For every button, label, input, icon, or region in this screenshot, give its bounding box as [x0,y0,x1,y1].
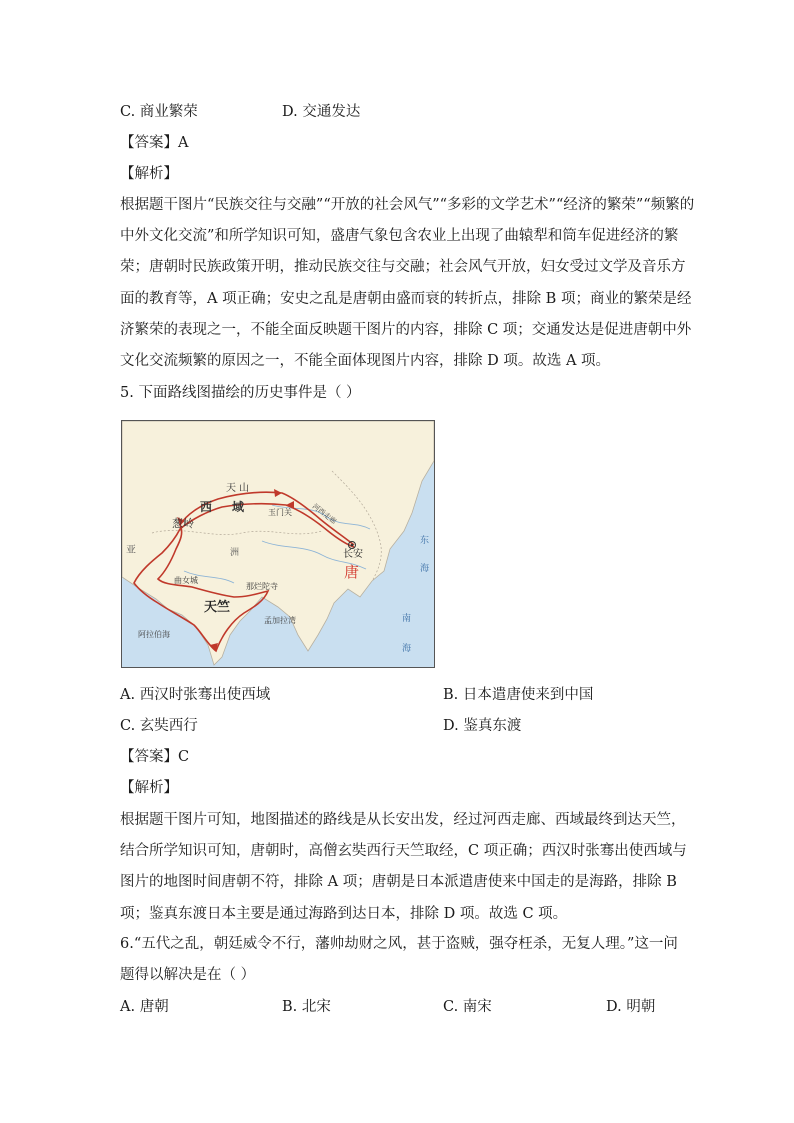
label-qunvcheng: 曲女城 [174,576,198,585]
q4-analysis-line: 中外文化交流”和所学知识可知，盛唐气象包含农业上出现了曲辕犁和筒车促进经济的繁 [120,228,679,245]
label-tianzhu: 天竺 [204,600,231,615]
q4-analysis-line: 根据题干图片“民族交往与交融”“开放的社会风气”“多彩的文学艺术”“经济的繁荣”“频繁的 [120,197,695,213]
q5-answer: 【答案】C [120,749,190,765]
label-mengjiala: 孟加拉湾 [264,616,296,625]
q5-option-d: D. 鉴真东渡 [443,718,522,734]
q4-option-c: C. 商业繁荣 [120,104,198,120]
q5-option-a: A. 西汉时张骞出使西域 [120,687,271,703]
q4-analysis-line: 面的教育等，A 项正确；安史之乱是唐朝由盛而衰的转折点，排除 B 项；商业的繁荣是经 [120,290,692,307]
changan-marker-dot [351,544,354,547]
q4-analysis-line: 荣；唐朝时民族政策开明，推动民族交往与交融；社会风气开放，妇女受过文学及音乐方 [120,259,686,276]
q4-answer: 【答案】A [120,135,189,151]
label-dong: 东 [420,536,430,546]
label-nan: 南 [402,614,412,624]
q5-analysis-line: 根据题干图片可知，地图描述的路线是从长安出发，经过河西走廊、西域最终到达天竺， [120,812,686,828]
q5-option-b: B. 日本遣唐使来到中国 [443,687,594,703]
label-hexi: 河西走廊 [310,502,338,526]
q6-option-c: C. 南宋 [443,999,492,1015]
label-yumenguan: 玉门关 [268,508,292,517]
q6-option-a: A. 唐朝 [120,999,169,1015]
q6-stem [120,929,680,991]
label-hai-east: 海 [420,564,430,574]
q6-stem-line: 6.“五代之乱，朝廷威令不行，藩帅劫财之风，甚于盗贼，强夺枉杀，无复人理。”这一问 [120,936,678,952]
route-map-svg [122,421,434,667]
route-map [121,420,435,668]
label-zhou: 洲 [230,548,240,558]
q5-analysis-line: 项；鉴真东渡日本主要是通过海路到达日本，排除 D 项。故选 C 项。 [120,905,568,922]
q5-analysis-line: 图片的地图时间唐朝不符，排除 A 项；唐朝是日本派遣唐使来中国走的是海路，排除 B [120,874,677,891]
q5-analysis-heading: 【解析】 [120,780,178,796]
q4-option-d: D. 交通发达 [282,104,361,120]
label-ya: 亚 [126,545,136,556]
label-xi: 西 [200,500,213,514]
q5-analysis-line: 结合所学知识可知，唐朝时，高僧玄奘西行天竺取经，C 项正确；西汉时张骞出使西域与 [120,843,687,860]
q6-stem-line: 题得以解决是在（ ） [120,967,256,984]
q4-analysis-line: 济繁荣的表现之一，不能全面反映题干图片的内容，排除 C 项；交通发达是促进唐朝中外 [120,321,692,338]
q4-analysis [120,190,695,377]
label-tianshan: 天 山 [226,483,250,494]
label-tang: 唐 [344,563,360,581]
q6-option-d: D. 明朝 [606,999,656,1015]
label-congling: 葱岭 [172,517,194,530]
label-yu: 域 [232,500,245,514]
q5-analysis [120,805,687,930]
q4-analysis-heading: 【解析】 [120,166,178,182]
q4-analysis-line: 文化交流频繁的原因之一，不能全面体现图片内容，排除 D 项。故选 A 项。 [120,353,611,370]
q5-option-c: C. 玄奘西行 [120,718,198,734]
label-hai-south: 海 [402,644,412,654]
label-changan: 长安 [343,549,363,560]
q6-option-b: B. 北宋 [282,999,331,1015]
q5-stem: 5. 下面路线图描绘的历史事件是（ ） [120,385,361,401]
label-nalantuo: 那烂陀寺 [246,582,278,591]
label-alabo: 阿拉伯海 [138,630,170,639]
